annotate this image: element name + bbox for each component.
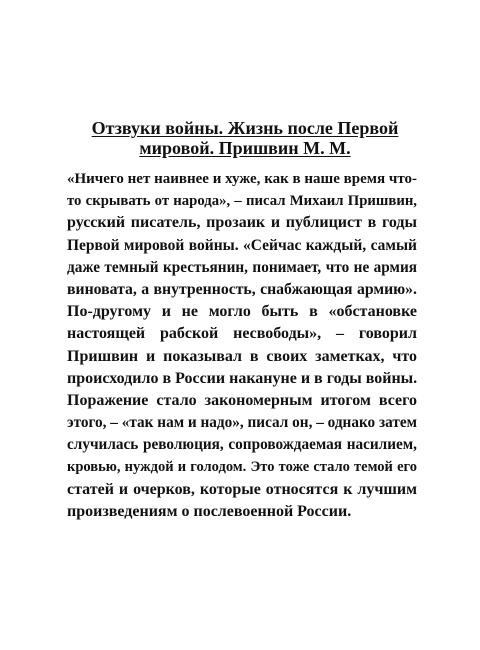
body-line: Пришвин и показывал в своих заметках, что xyxy=(67,347,417,365)
title-line: Отзвуки войны. Жизнь после Первой xyxy=(91,118,399,138)
body-line: кровью, нуждой и голодом. Это тоже стало темой его xyxy=(67,459,417,476)
body-line: «Ничего нет наивнее и хуже, как в наше время что- xyxy=(67,171,417,187)
body-line: случилась революция, сопровождаемая насилием, xyxy=(67,436,417,454)
title-line: мировой. Пришвин М. М. xyxy=(139,138,351,158)
body-line: то скрывать от народа», – писал Михаил Пришвин, xyxy=(67,193,417,210)
document-title xyxy=(60,118,430,158)
body-line: виновата, а внутренность, снабжающая армию». xyxy=(67,280,417,298)
body-line: Поражение стало закономерным итогом всего xyxy=(67,391,417,409)
body-line: Первой мировой войны. «Сейчас каждый, самый xyxy=(67,236,417,254)
body-line: По-другому и не могло быть в «обстановке xyxy=(67,303,417,321)
body-line: происходило в России накануне и в годы войны. xyxy=(67,369,418,387)
body-line: произведениям о послевоенной России. xyxy=(67,502,352,520)
body-line: русский писатель, прозаик и публицист в годы xyxy=(67,214,417,232)
document-body xyxy=(67,168,417,523)
body-line: даже темный крестьянин, понимает, что не армия xyxy=(67,258,417,276)
body-line: этого, – «так нам и надо», писал он, – однако затем xyxy=(67,414,417,432)
body-line: статей и очерков, которые относятся к лучшим xyxy=(67,480,417,498)
body-line: настоящей рабской несвободы», – говорил xyxy=(67,325,417,343)
